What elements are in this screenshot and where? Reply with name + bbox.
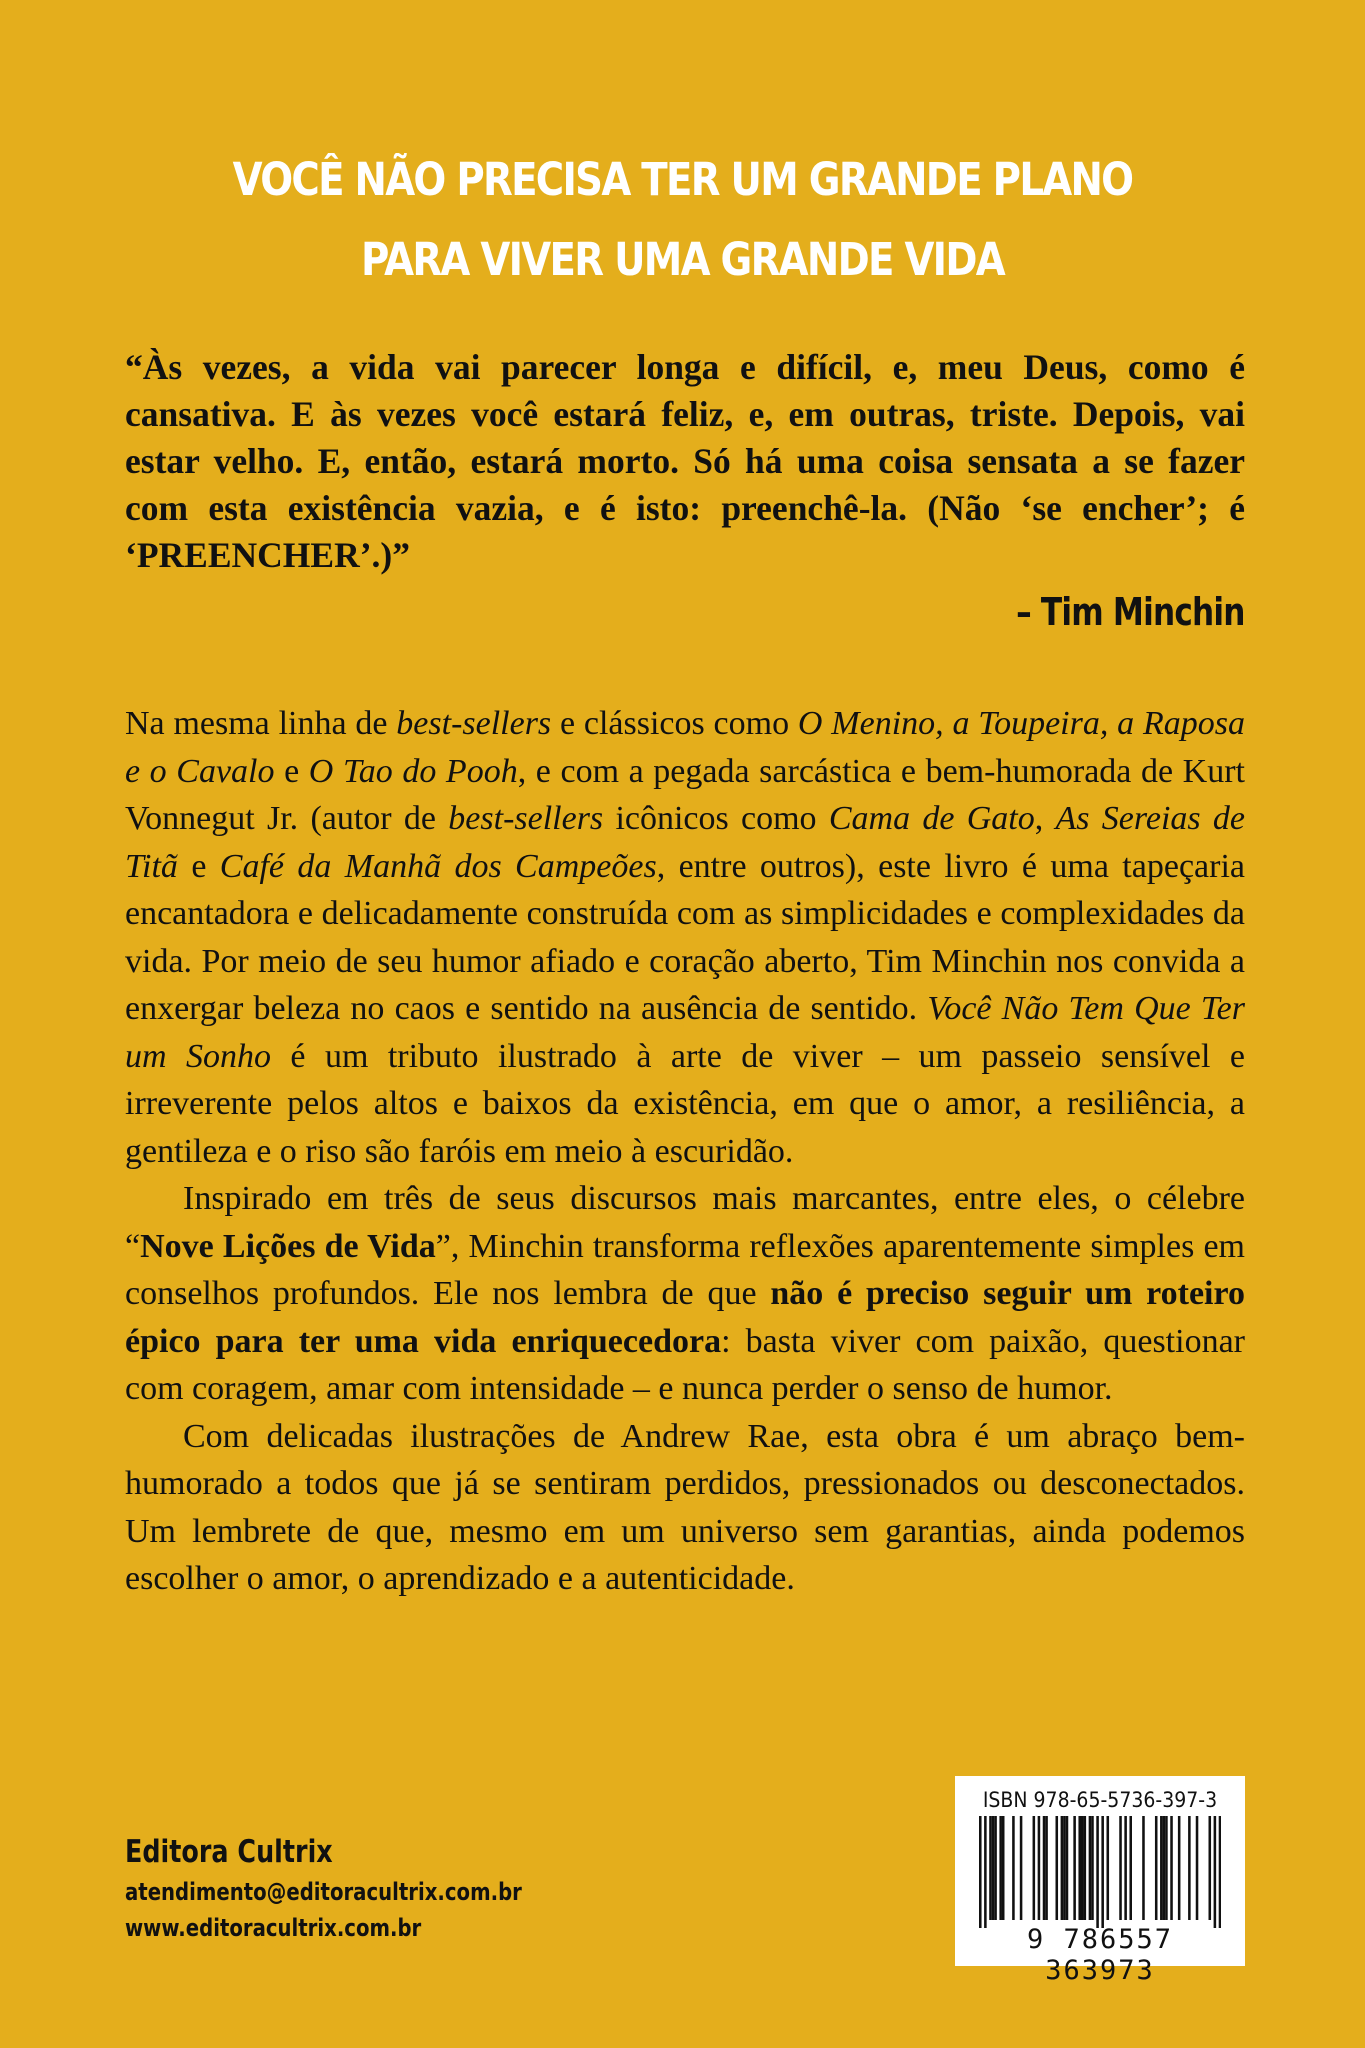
- publisher-name: Editora Cultrix: [125, 1834, 333, 1870]
- text-run: ,: [1034, 800, 1056, 837]
- barcode-bar: [1045, 1816, 1048, 1920]
- description-paragraph-3: [125, 1413, 1245, 1603]
- barcode-bar: [1178, 1816, 1181, 1920]
- barcode-bar: [1209, 1816, 1212, 1920]
- barcode-bar: [1078, 1816, 1081, 1920]
- barcode-bars: [979, 1816, 1221, 1928]
- description-paragraph-2: [125, 1175, 1245, 1413]
- description-paragraph-1: [125, 700, 1245, 1175]
- publisher-email: atendimento@editoracultrix.com.br: [125, 1878, 522, 1906]
- bold-run: Nove Lições de Vida: [140, 1227, 436, 1265]
- description: [125, 700, 1245, 1603]
- text-run: Com delicadas ilustrações de Andrew Rae, esta obra é um abraço bem-humorado a todos que já se sentiram perdidos, pressionados ou desconectados. Um lembrete de que, mesmo em um universo sem garantias, ainda podemos escolher o amor, o aprendizado e a autenticidade.: [125, 1417, 1245, 1597]
- barcode-bar: [979, 1816, 982, 1928]
- barcode-bar: [1063, 1816, 1066, 1920]
- barcode-bar: [984, 1816, 987, 1928]
- barcode-bar: [1155, 1816, 1158, 1920]
- text-run: Na mesma linha de: [125, 705, 397, 742]
- quote-text: “Às vezes, a vida vai parecer longa e difícil, e, meu Deus, como é cansativa. E às vezes você estará feliz, e, em outras, triste. Depois, vai estar velho. E, então, estará morto. Só há uma coisa sensata a se fazer com esta existência vazia, e é isto: preenchê-la. (Não ‘se encher’; é ‘PREENCHER’.)”: [125, 347, 1245, 575]
- barcode-bar: [1043, 1816, 1046, 1920]
- barcode-bar: [1124, 1816, 1127, 1920]
- barcode-bar: [1091, 1816, 1094, 1920]
- barcode-bar: [1188, 1816, 1191, 1920]
- barcode-bar: [1129, 1816, 1132, 1920]
- barcode-bar: [1056, 1816, 1059, 1920]
- barcode-bar: [1089, 1816, 1092, 1920]
- italic-run: best-sellers: [448, 800, 604, 837]
- publisher-info: [125, 1830, 522, 1946]
- headline-line-1: VOCÊ NÃO PRECISA TER UM GRANDE PLANO: [232, 153, 1133, 206]
- barcode-bar: [1163, 1816, 1166, 1920]
- barcode-bar: [1170, 1816, 1173, 1920]
- barcode-bar: [1038, 1816, 1041, 1920]
- barcode-bar: [1084, 1816, 1087, 1920]
- barcode-bar: [1002, 1816, 1005, 1920]
- barcode: [955, 1776, 1245, 1986]
- barcode-bar: [992, 1816, 995, 1920]
- barcode-bar: [1066, 1816, 1069, 1920]
- barcode-bar: [989, 1816, 992, 1920]
- barcode-bar: [1020, 1816, 1023, 1920]
- italic-run: Cama de Gato: [828, 800, 1035, 837]
- barcode-bar: [1214, 1816, 1217, 1928]
- text-run: : basta viver com paixão, questionar com coragem, amar com intensidade – e nunca perder o senso de humor.: [125, 1322, 1245, 1407]
- barcode-bar: [994, 1816, 997, 1920]
- text-run: Inspirado em três de seus discursos mais marcantes, entre eles, o célebre “: [125, 1180, 1245, 1265]
- italic-run: O Tao do Pooh: [308, 752, 518, 790]
- barcode-bar: [1073, 1816, 1076, 1920]
- text-run: , entre outros), este livro é uma tapeçaria encantadora e delicadamente construída com as simplicidades e complexidades da vida. Por meio de seu humor afiado e coração aberto, Tim Minchin nos convida a enxergar beleza no caos e sentido na ausência de sentido.: [125, 847, 1245, 1027]
- barcode-digits: 9 786557 363973: [1026, 1924, 1174, 1986]
- headline-line-2: PARA VIVER UMA GRANDE VIDA: [360, 233, 1005, 286]
- headline: [96, 140, 1270, 300]
- text-run: ”, Minchin transforma reflexões aparentemente simples em conselhos profundos. Ele nos lembra de que: [125, 1227, 1246, 1312]
- barcode-bar: [1061, 1816, 1064, 1920]
- text-run: é um tributo ilustrado à arte de viver – um passeio sensível e irreverente pelos altos e baixos da existência, em que o amor, a resiliência, a gentileza e o riso são faróis em meio à escuridão.: [125, 1037, 1245, 1170]
- bold-run: não é preciso seguir um roteiro épico para ter uma vida enriquecedora: [125, 1275, 1245, 1360]
- italic-run: Você Não Tem Que Ter um Sonho: [125, 990, 1245, 1075]
- text-run: e: [177, 847, 220, 885]
- text-run: icônicos como: [603, 800, 829, 837]
- barcode-bar: [1096, 1816, 1099, 1928]
- barcode-bar: [1160, 1816, 1163, 1920]
- barcode-bar: [1012, 1816, 1015, 1920]
- barcode-bar: [1081, 1816, 1084, 1920]
- barcode-bar: [999, 1816, 1002, 1920]
- barcode-bar: [1107, 1816, 1110, 1920]
- barcode-bar: [1165, 1816, 1168, 1920]
- italic-run: As Sereias de Titã: [125, 800, 1245, 885]
- barcode-bar: [1142, 1816, 1145, 1920]
- text-run: , e com a pegada sarcástica e bem-humorada de Kurt Vonnegut Jr. (autor de: [125, 752, 1246, 837]
- barcode-bar: [1196, 1816, 1199, 1920]
- isbn-label: ISBN 978-65-5736-397-3: [982, 1788, 1218, 1812]
- publisher-website: www.editoracultrix.com.br: [125, 1914, 422, 1942]
- italic-run: Café da Manhã dos Campeões: [219, 847, 657, 885]
- barcode-bar: [1101, 1816, 1104, 1928]
- text-run: e: [274, 752, 309, 790]
- barcode-bar: [1119, 1816, 1122, 1920]
- barcode-bar: [1033, 1816, 1036, 1920]
- text-run: e clássicos como: [551, 705, 798, 742]
- italic-run: best-sellers: [396, 705, 552, 742]
- barcode-bar: [1219, 1816, 1221, 1928]
- quote-attribution: – Tim Minchin: [1016, 590, 1245, 634]
- italic-run: O Menino, a Toupeira, a Raposa e o Cavalo: [125, 705, 1245, 790]
